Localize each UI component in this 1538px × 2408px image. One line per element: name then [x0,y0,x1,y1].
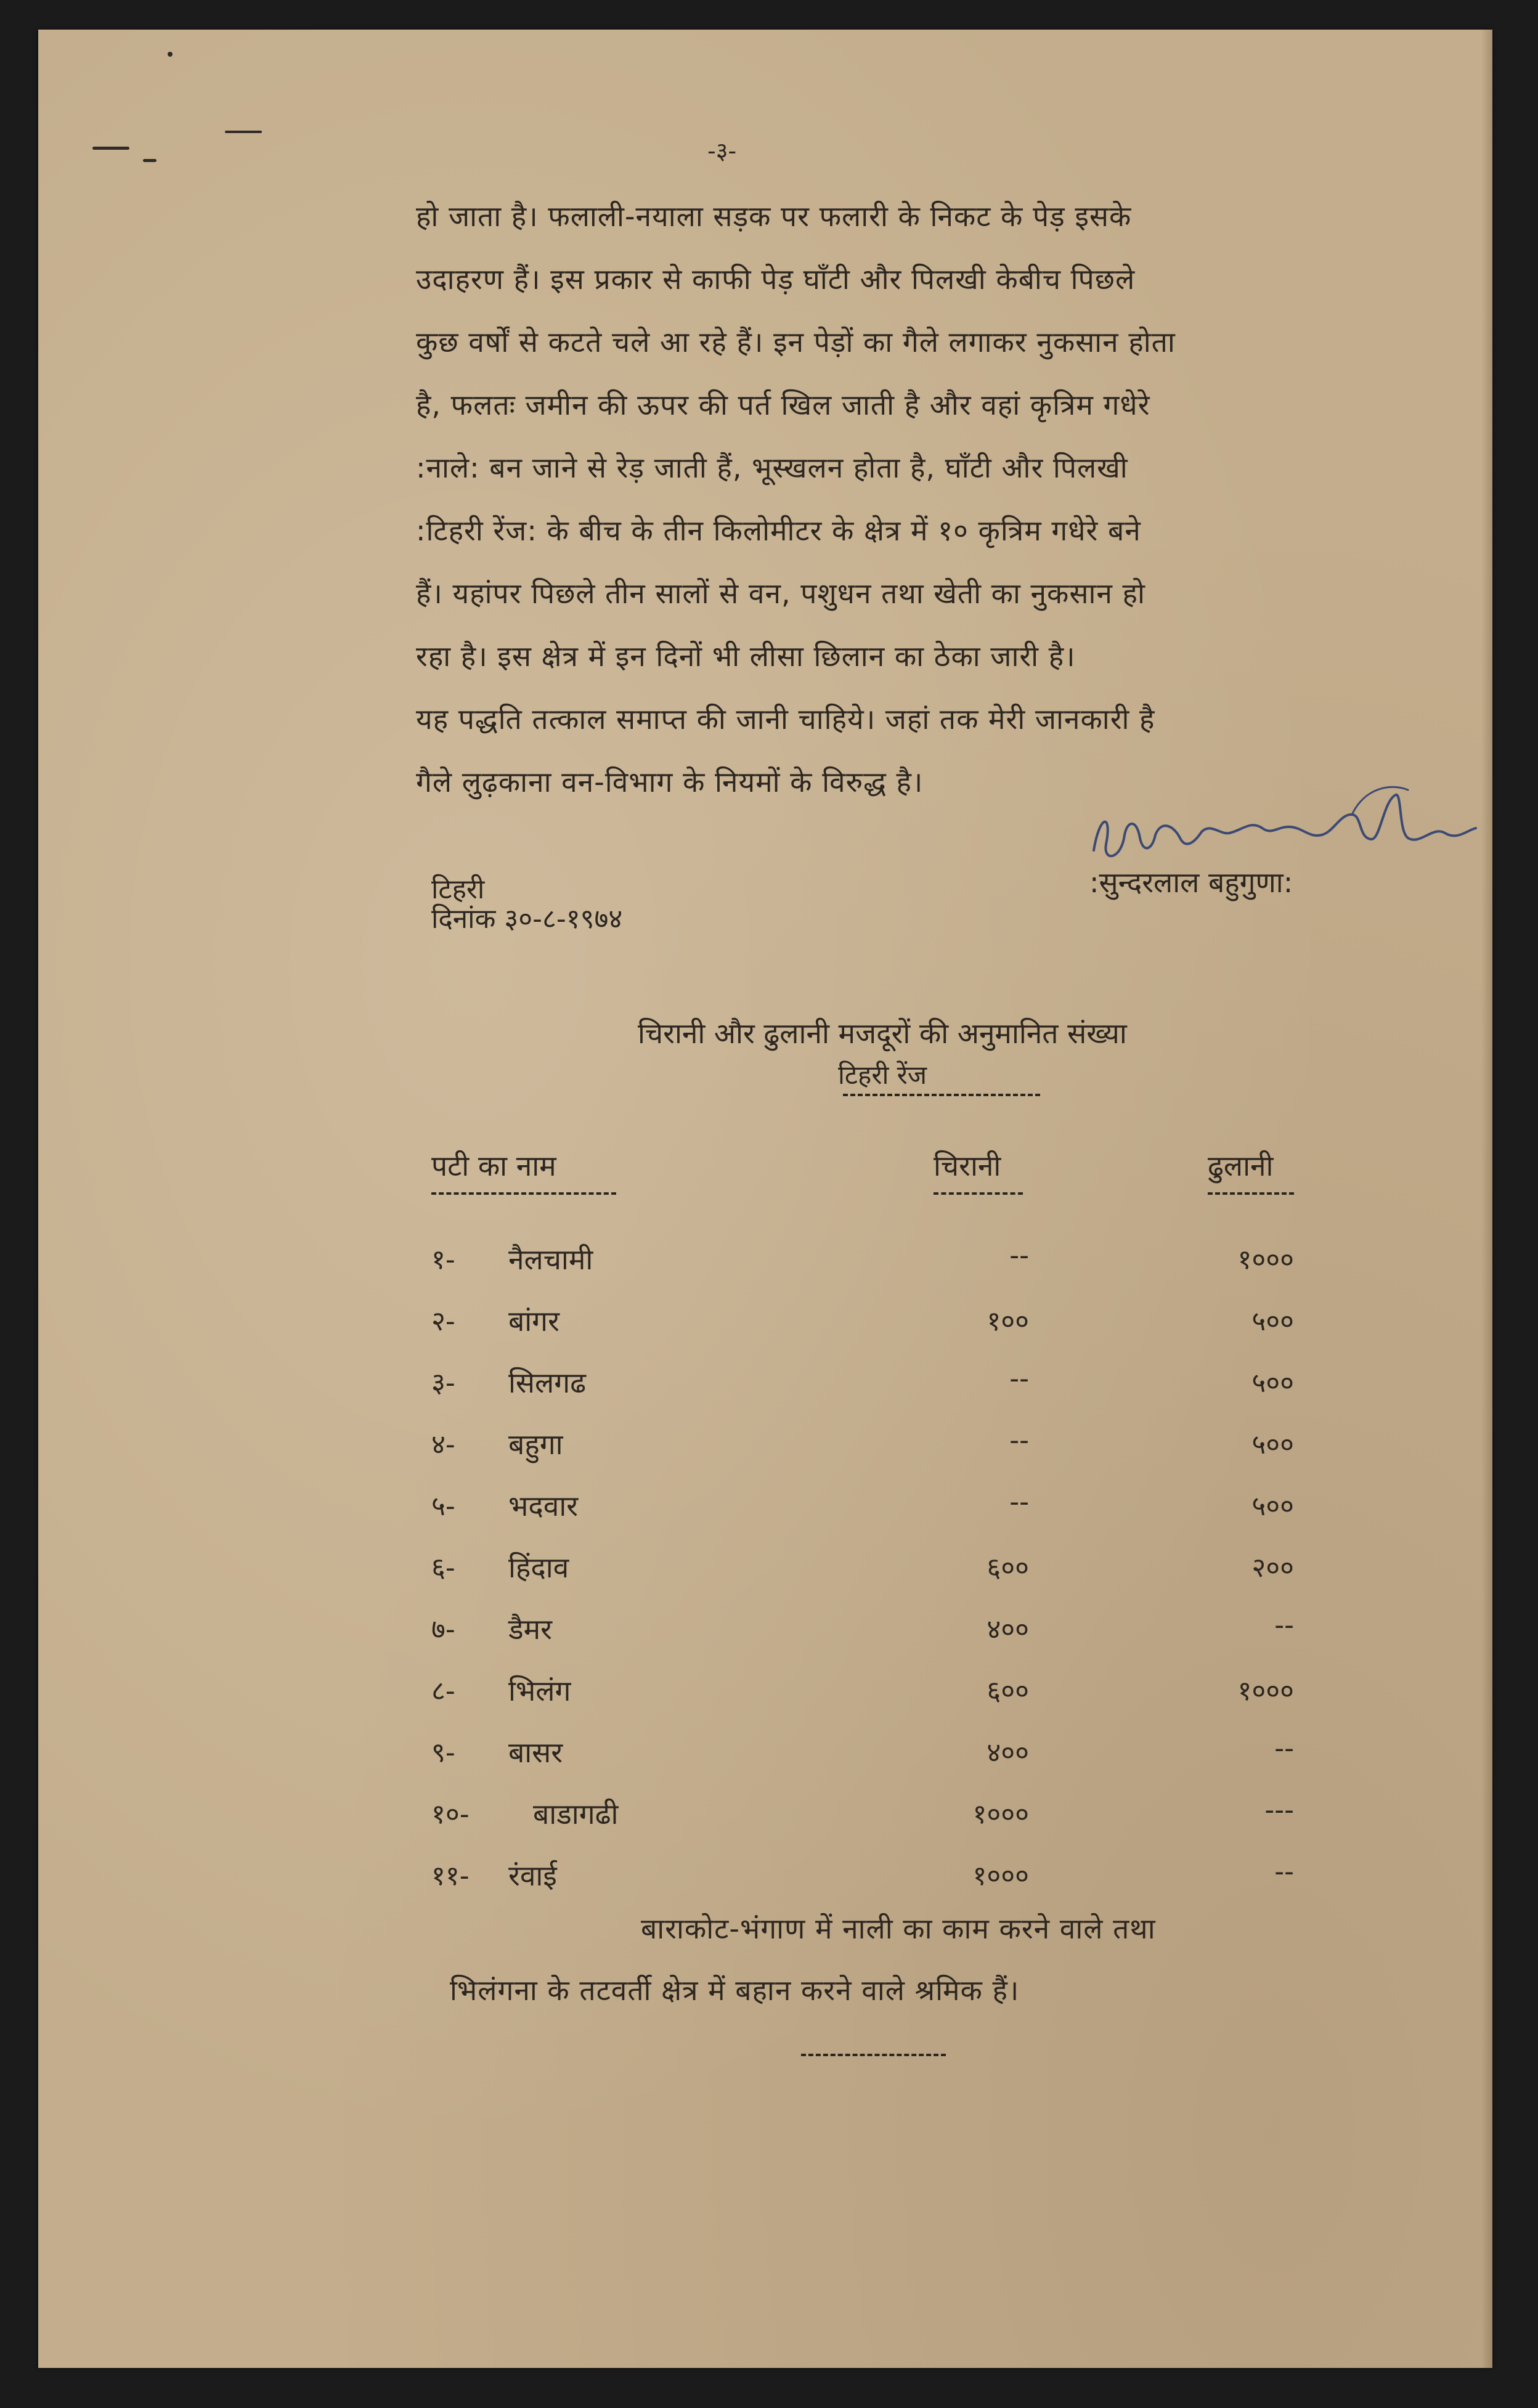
table-row [431,1671,1325,1733]
row-name: हिंदाव [508,1551,569,1584]
table-title: चिरानी और ढुलानी मजदूरों की अनुमानित संख्या [638,1017,1127,1050]
table-row [431,1794,1325,1856]
column-header-chirani: चिरानी [934,1149,1001,1182]
end-rule [801,2054,946,2056]
row-dhulani: १००० [1237,1244,1294,1275]
ink-speck [168,52,173,57]
table-row [431,1425,1325,1486]
handwritten-signature [1088,776,1482,875]
row-chirani: -- [1009,1425,1029,1456]
table-row [431,1609,1325,1671]
row-name: भदवार [508,1489,579,1523]
paragraph-line: उदाहरण हैं। इस प्रकार से काफी पेड़ घाँटी और पिलखी केबीच पिछले [416,262,1136,296]
page-number: -३- [707,137,737,165]
header-underline [431,1192,616,1195]
row-dhulani: ५०० [1251,1306,1294,1337]
row-dhulani: -- [1274,1609,1294,1641]
paragraph-line: रहा है। इस क्षेत्र में इन दिनों भी लीसा छिलान का ठेका जारी है। [416,640,1076,673]
row-name: रंवाई [508,1859,557,1892]
row-number: १०- [431,1799,470,1830]
ink-speck [92,147,129,150]
paragraph-line: :टिहरी रेंज: के बीच के तीन किलोमीटर के क्षेत्र में १० कृत्रिम गधेरे बने [416,514,1141,547]
row-dhulani: -- [1274,1856,1294,1887]
row-dhulani: ५०० [1251,1429,1294,1460]
row-number: ४- [431,1429,455,1460]
table-row [431,1733,1325,1794]
ink-speck [225,131,262,133]
paragraph-line: हैं। यहांपर पिछले तीन सालों से वन, पशुधन तथा खेती का नुकसान हो [416,577,1145,610]
place-date-block [431,875,622,934]
row-number: १- [431,1244,455,1275]
body-paragraph [416,185,1457,813]
row-chirani: १०० [987,1306,1029,1337]
row-name: नैलचामी [508,1243,593,1276]
row-chirani: ६०० [987,1552,1029,1584]
row-chirani: -- [1009,1363,1029,1394]
row-number: ६- [431,1552,455,1584]
footnote-line: भिलंगना के तटवर्ती क्षेत्र में बहान करने वाले श्रमिक हैं। [450,1974,1020,2007]
table-row [431,1363,1325,1425]
place: टिहरी [431,874,485,905]
row-name: सिलगढ [508,1366,586,1399]
subtitle-underline [843,1094,1040,1096]
date: दिनांक ३०-८-१९७४ [431,903,623,935]
row-chirani: -- [1009,1240,1029,1271]
header-underline [934,1192,1023,1195]
row-chirani: ४०० [987,1614,1029,1645]
row-dhulani: -- [1274,1733,1294,1764]
paragraph-line: :नाले: बन जाने से रेड़ जाती हैं, भूस्खलन होता है, घाँटी और पिलखी [416,451,1128,484]
paragraph-line: गैले लुढ़काना वन-विभाग के नियमों के विरुद्ध है। [416,765,924,799]
paragraph-line: हो जाता है। फलाली-नयाला सड़क पर फलारी के निकट के पेड़ इसके [416,200,1132,233]
footnote-line: बाराकोट-भंगाण में नाली का काम करने वाले तथा [641,1912,1156,1945]
row-name: बाडागढी [533,1797,619,1831]
row-dhulani: ५०० [1251,1491,1294,1522]
row-chirani: १००० [972,1799,1029,1830]
footnote [431,1898,1430,2021]
row-name: बासर [508,1736,563,1769]
header-underline [1208,1192,1294,1195]
table-row [431,1240,1325,1301]
row-number: ७- [431,1614,455,1645]
paragraph-line: यह पद्धति तत्काल समाप्त की जानी चाहिये। जहां तक मेरी जानकारी है [416,702,1155,736]
row-dhulani: १००० [1237,1675,1294,1707]
row-chirani: १००० [972,1860,1029,1892]
row-number: ११- [431,1860,470,1892]
row-dhulani: २०० [1251,1552,1294,1584]
row-name: बांगर [508,1304,559,1338]
row-chirani: -- [1009,1486,1029,1518]
paragraph-line: कुछ वर्षों से कटते चले आ रहे हैं। इन पेड़ों का गैले लगाकर नुकसान होता [416,325,1176,359]
signatory-name: :सुन्दरलाल बहुगुणा: [1089,866,1293,899]
table-row [431,1486,1325,1548]
row-name: भिलंग [508,1674,571,1707]
column-header-dhulani: ढुलानी [1208,1149,1274,1182]
row-dhulani: --- [1264,1794,1294,1826]
row-number: ९- [431,1737,455,1768]
row-dhulani: ५०० [1251,1367,1294,1399]
table-subtitle: टिहरी रेंज [838,1060,927,1090]
row-number: ३- [431,1367,455,1399]
row-number: २- [431,1306,455,1337]
ink-speck [143,159,157,162]
row-name: डैमर [508,1613,552,1646]
row-name: बहुगा [508,1428,563,1461]
column-header-name: पटी का नाम [431,1149,556,1182]
row-chirani: ६०० [987,1675,1029,1707]
row-number: ८- [431,1675,455,1707]
table-row [431,1301,1325,1363]
paragraph-line: है, फलतः जमीन की ऊपर की पर्त खिल जाती है और वहां कृत्रिम गधेरे [416,388,1150,421]
row-chirani: ४०० [987,1737,1029,1768]
table-row [431,1548,1325,1609]
row-number: ५- [431,1491,455,1522]
